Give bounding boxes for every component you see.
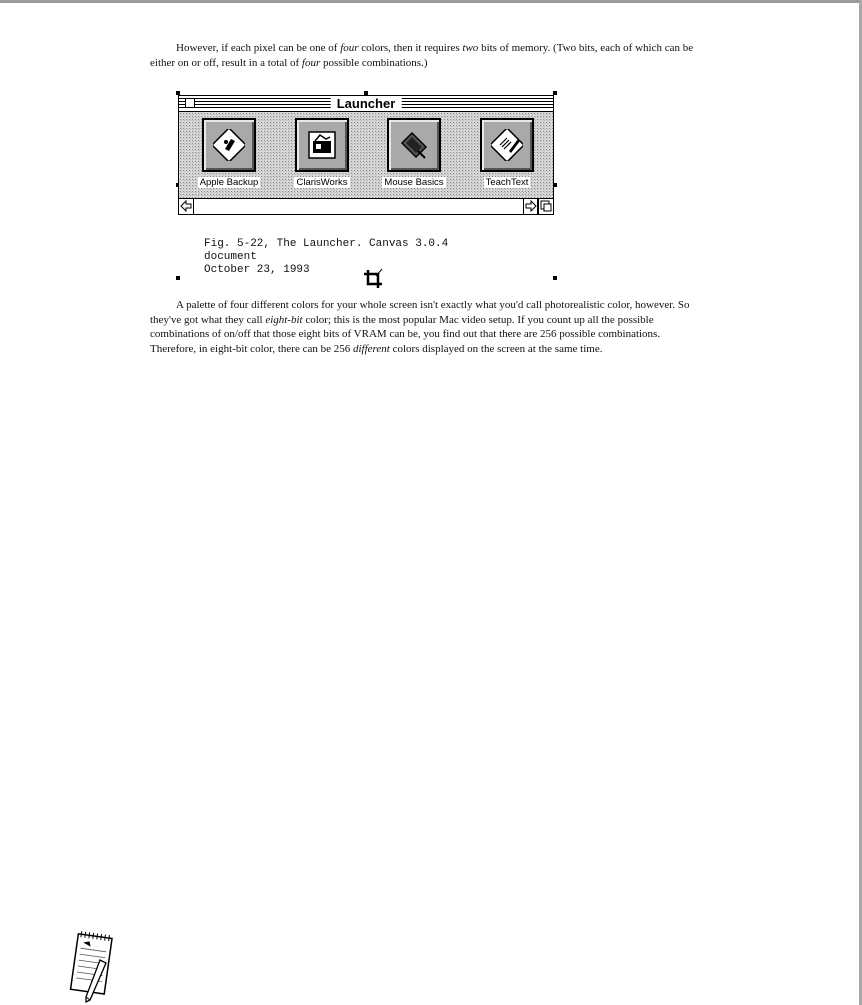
apple-backup-button[interactable] <box>202 118 256 172</box>
para1-text-2: colors, then it requires <box>358 42 463 54</box>
selection-handle-bottom-right[interactable] <box>553 276 557 280</box>
caption-line-3: October 23, 1993 <box>204 264 310 276</box>
launcher-content <box>179 112 553 199</box>
launcher-item-clarisworks[interactable] <box>277 118 367 194</box>
launcher-window <box>178 95 554 215</box>
scroll-right-arrow-icon[interactable] <box>523 199 538 214</box>
apple-backup-label: Apple Backup <box>199 177 259 188</box>
para1-emphasis-3: four <box>301 56 321 69</box>
selection-handle-bottom-left[interactable] <box>176 276 180 280</box>
horizontal-scrollbar[interactable] <box>179 199 553 214</box>
teachtext-icon <box>491 129 523 161</box>
crop-tool-icon[interactable] <box>362 268 384 290</box>
para1-text-4: possible combinations.) <box>320 56 428 69</box>
grow-box-icon[interactable] <box>538 199 553 214</box>
caption-line-1: Fig. 5-22, The Launcher. Canvas 3.0.4 <box>204 238 449 250</box>
caption-line-2: document <box>204 251 257 263</box>
para2-text-2: color; this is the most popular Mac video setup. If you count up all the possible combinations of on/off that those eight bits of VRAM can be, you find out that there are 256 possible combinations. Therefore, in eight-bit color, there can be 256 <box>150 313 661 355</box>
clarisworks-icon <box>306 129 338 161</box>
para1-emphasis-2: two <box>462 42 479 54</box>
launcher-item-teachtext[interactable] <box>462 118 552 194</box>
teachtext-button[interactable] <box>480 118 534 172</box>
mouse-basics-button[interactable] <box>387 118 441 172</box>
mouse-basics-icon <box>398 129 430 161</box>
launcher-item-mouse-basics[interactable] <box>369 118 459 194</box>
scroll-left-arrow-icon[interactable] <box>179 199 194 214</box>
para1-emphasis-1: four <box>340 42 359 54</box>
para2-emphasis-1: eight-bit <box>265 313 303 326</box>
apple-backup-icon <box>213 129 245 161</box>
close-box-icon[interactable] <box>185 98 195 108</box>
top-rule <box>0 0 862 3</box>
teachtext-label: TeachText <box>485 177 529 188</box>
para1-text-1: However, if each pixel can be one of <box>176 42 341 54</box>
para2-emphasis-2: different <box>352 342 390 355</box>
launcher-title: Launcher <box>331 96 402 111</box>
clarisworks-label: ClarisWorks <box>296 177 348 188</box>
launcher-title-bar[interactable] <box>179 96 553 112</box>
launcher-item-apple-backup[interactable] <box>184 118 274 194</box>
mouse-basics-label: Mouse Basics <box>384 177 444 188</box>
clarisworks-button[interactable] <box>295 118 349 172</box>
notepad-pencil-icon <box>66 930 118 1005</box>
paragraph-eight-bit-color <box>150 298 695 356</box>
para1-text-3: bits of memory. (Two bits, each of which can be either on or off, result in a total of <box>150 42 694 69</box>
para2-text-3: colors displayed on the screen at the same time. <box>389 342 603 355</box>
para2-text-1: A palette of four different colors for your whole screen isn't exactly what you'd call photorealistic color, however. So they've got what they call <box>150 299 690 326</box>
figure-caption <box>204 238 448 277</box>
paragraph-four-colors <box>150 41 695 70</box>
